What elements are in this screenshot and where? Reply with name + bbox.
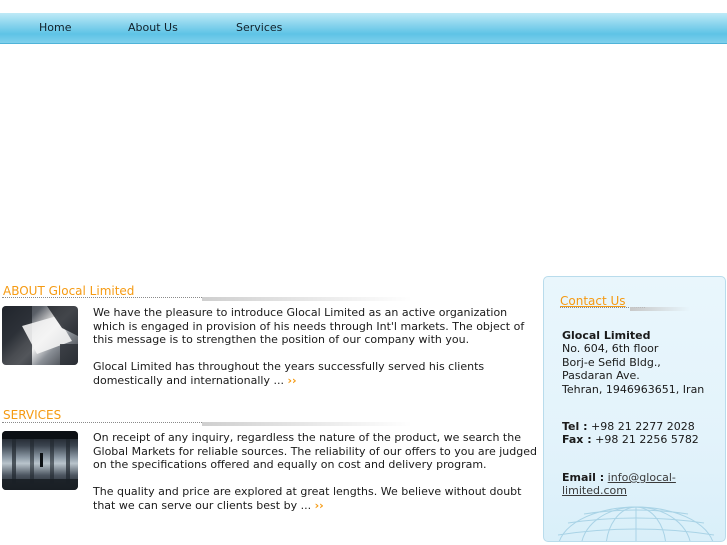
- contact-email-line-2: [562, 484, 627, 497]
- about-thumbnail-image: [2, 306, 78, 365]
- about-read-more-link[interactable]: ››: [287, 373, 297, 387]
- services-title-divider: [2, 422, 412, 428]
- nav-services-link[interactable]: Services: [236, 21, 283, 34]
- services-paragraph-2-text: The quality and price are explored at great lengths. We believe without doubt that we can serve our clients best by ...: [93, 485, 522, 512]
- contact-address-line-4: Tehran, 1946963651, Iran: [562, 383, 705, 396]
- about-paragraph-2: [93, 360, 538, 387]
- about-paragraph-1: We have the pleasure to introduce Glocal Limited as an active organization which is engaged in provision of his needs through Int'l markets. The object of this message is to strengthen the position of our company with you.: [93, 306, 525, 347]
- about-title-divider: [2, 297, 412, 303]
- contact-address-line-2: Borj-e Sefid Bldg.,: [562, 356, 661, 369]
- contact-box: [543, 276, 726, 542]
- services-thumbnail-image: [2, 431, 78, 490]
- contact-address-line-3: Pasdaran Ave.: [562, 369, 640, 382]
- globe-decoration-icon: [544, 501, 726, 541]
- contact-email-label: Email :: [562, 471, 605, 484]
- about-paragraph-2-text: Glocal Limited has throughout the years successfully served his clients domestically and internationally ...: [93, 360, 485, 387]
- services-paragraph-1: On receipt of any inquiry, regardless the nature of the product, we search the Global Markets for reliable sources. The reliability of our offers to you are judged on the specifications offered and equally on cost and delivery program.: [93, 431, 537, 472]
- contact-us-link[interactable]: Contact Us: [560, 294, 626, 308]
- contact-email-link-continued[interactable]: limited.com: [562, 484, 627, 497]
- nav-about-us-link[interactable]: About Us: [128, 21, 178, 34]
- top-strip: [0, 0, 727, 13]
- contact-company-name: Glocal Limited: [562, 329, 651, 342]
- contact-fax-label: Fax :: [562, 433, 592, 446]
- contact-fax-value: +98 21 2256 5782: [591, 433, 699, 446]
- contact-tel-value: +98 21 2277 2028: [587, 420, 695, 433]
- services-read-more-link[interactable]: ››: [314, 498, 324, 512]
- about-section-title: ABOUT Glocal Limited: [3, 284, 135, 298]
- services-section-title: SERVICES: [3, 408, 62, 422]
- services-paragraph-2: [93, 485, 538, 512]
- contact-address-line-1: No. 604, 6th floor: [562, 342, 659, 355]
- banner-area: [0, 45, 727, 273]
- contact-title-divider: [560, 307, 680, 312]
- contact-tel: [562, 420, 695, 433]
- contact-email: [562, 471, 676, 484]
- nav-home-link[interactable]: Home: [39, 21, 72, 34]
- contact-tel-label: Tel :: [562, 420, 588, 433]
- main-nav: [0, 13, 727, 44]
- contact-email-link[interactable]: info@glocal-: [607, 471, 676, 484]
- contact-fax: [562, 433, 699, 446]
